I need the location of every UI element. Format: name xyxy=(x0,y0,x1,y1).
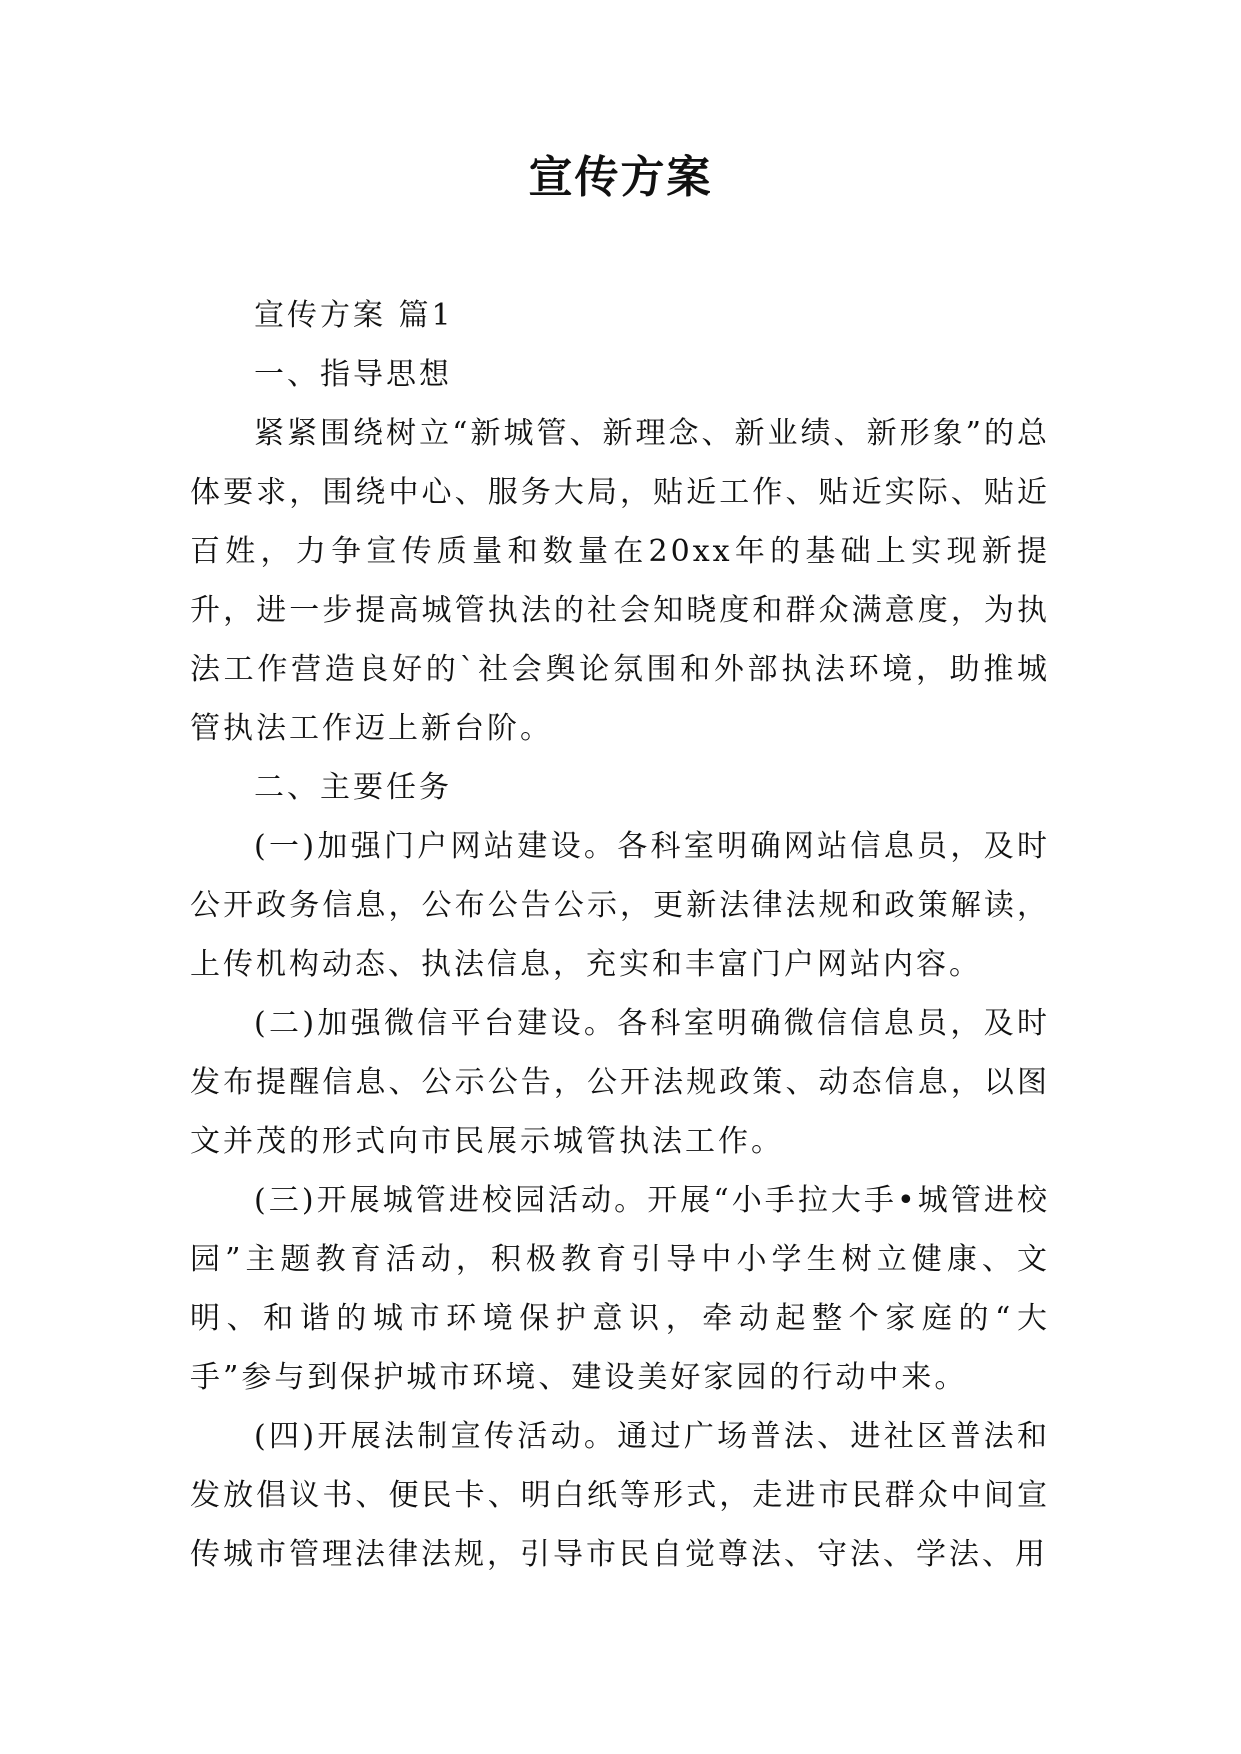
paragraph-task-1: (一)加强门户网站建设。各科室明确网站信息员，及时公开政务信息，公布公告公示，更新法律法规和政策解读，上传机构动态、执法信息，充实和丰富门户网站内容。 xyxy=(190,829,1050,982)
paragraph-task-3: (三)开展城管进校园活动。开展“小手拉大手•城管进校园”主题教育活动，积极教育引导中小学生树立健康、文明、和谐的城市环境保护意识，牵动起整个家庭的“大手”参与到保护城市环境、建设美好家园的行动中来。 xyxy=(190,1183,1050,1395)
paragraph-task-2: (二)加强微信平台建设。各科室明确微信信息员，及时发布提醒信息、公示公告，公开法规政策、动态信息，以图文并茂的形式向市民展示城管执法工作。 xyxy=(190,1006,1050,1159)
paragraph-task-4: (四)开展法制宣传活动。通过广场普法、进社区普法和发放倡议书、便民卡、明白纸等形式，走进市民群众中间宣传城市管理法律法规，引导市民自觉尊法、守法、学法、用 xyxy=(190,1419,1050,1572)
heading-main-tasks: 二、主要任务 xyxy=(254,770,452,805)
paragraph-guiding-ideology: 紧紧围绕树立“新城管、新理念、新业绩、新形象”的总体要求，围绕中心、服务大局，贴近工作、贴近实际、贴近百姓，力争宣传质量和数量在20xx年的基础上实现新提升，进一步提高城管执法的社会知晓度和群众满意度，为执法工作营造良好的`社会舆论氛围和外部执法环境，助推城管执法工作迈上新台阶。 xyxy=(190,416,1050,746)
document-title: 宣传方案 xyxy=(528,152,713,203)
section-heading-part-1: 宣传方案 篇1 xyxy=(254,298,454,333)
heading-guiding-ideology: 一、指导思想 xyxy=(254,357,452,392)
document-body xyxy=(190,286,1050,1584)
